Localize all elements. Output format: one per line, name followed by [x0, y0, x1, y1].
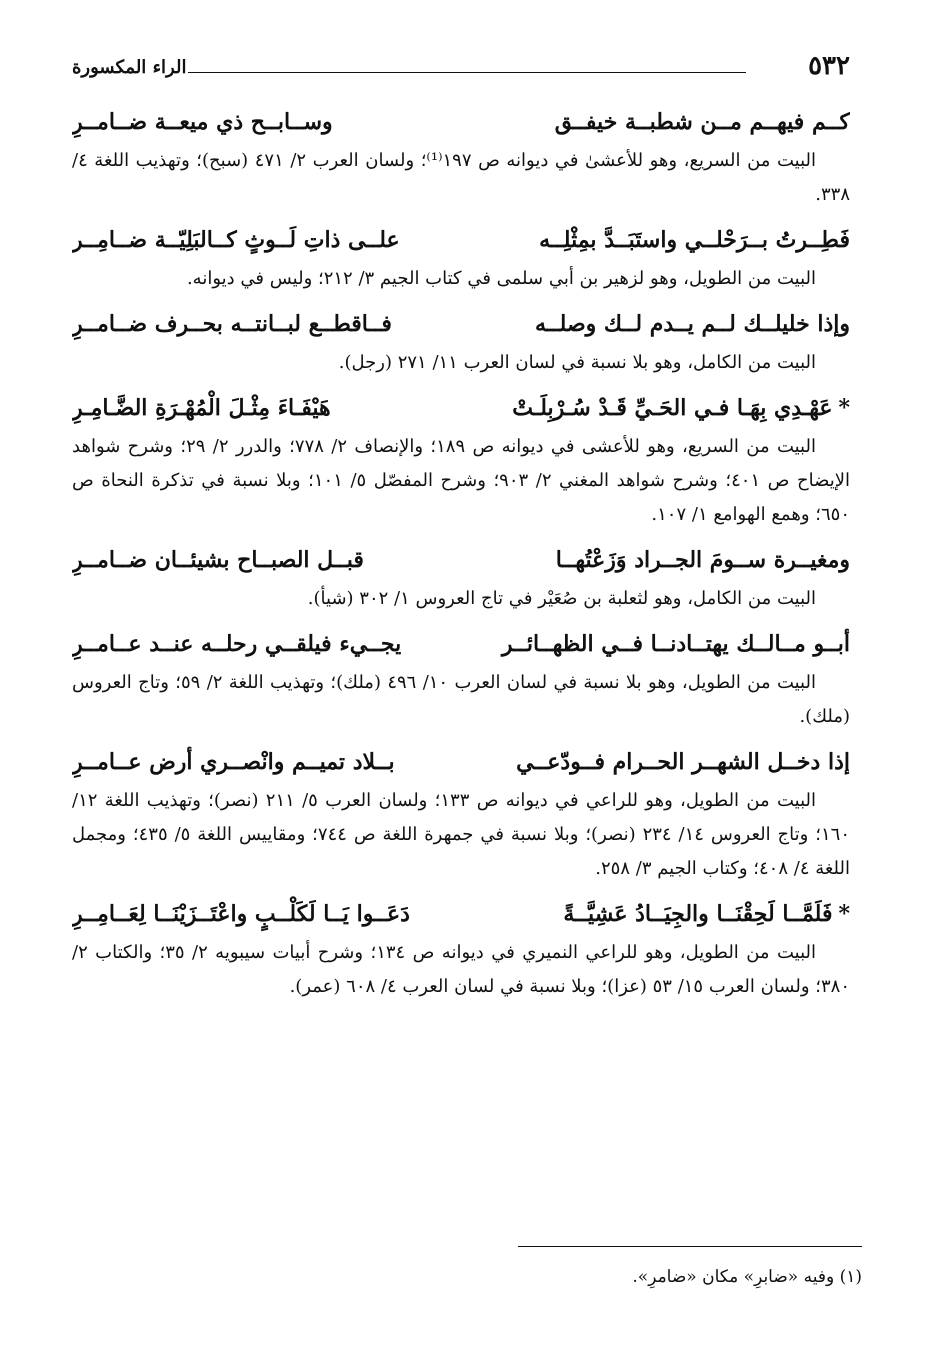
- verse-line: [72, 892, 850, 936]
- second-hemistich: هَيْفَـاءَ مِثْـلَ الْمُهْـرَةِ الضَّـامِـرِ: [72, 395, 331, 421]
- first-hemistich: وإذا خليلــك لــم يــدم لــك وصلــه: [534, 311, 850, 337]
- verse-note: البيت من الطويل، وهو للراعي النميري في ديوانه ص ١٣٤؛ وشرح أبيات سيبويه ٢/ ٣٥؛ والكتاب ٢/ ٣٨٠؛ ولسان العرب ١٥/ ٥٣ (عزا)؛ وبلا نسبة في لسان العرب ٤/ ٦٠٨ (عمر).: [72, 942, 850, 997]
- verse-entry: [72, 218, 850, 296]
- second-hemistich: فــاقطــع لبــانتــه بحــرف ضــامــرِ: [72, 311, 392, 337]
- verse-entry: [72, 100, 850, 212]
- verse-entry: [72, 302, 850, 380]
- verse-note: البيت من الطويل، وهو للراعي في ديوانه ص ١٣٣؛ ولسان العرب ٥/ ٢١١ (نصر)؛ وتهذيب اللغة ١٢/ ١٦٠؛ وتاج العروس ١٤/ ٢٣٤ (نصر)؛ وبلا نسبة في جمهرة اللغة ص ٧٤٤؛ ومقاييس اللغة ٥/ ٤٣٥؛ ومجمل اللغة ٤/ ٤٠٨؛ وكتاب الجيم ٣/ ٢٥٨.: [72, 790, 851, 879]
- page-number: ٥٣٢: [808, 51, 850, 81]
- first-hemistich: فَطِــرتُ بــرَحْلــي واستَبَــدَّ بمِثْلِــه: [539, 227, 850, 253]
- star-marker: *: [838, 395, 850, 421]
- verse-entry: [72, 740, 850, 886]
- verse-line: [72, 538, 850, 582]
- verse-note: البيت من الكامل، وهو لثعلبة بن صُعَيْر في تاج العروس ١/ ٣٠٢ (شيأ).: [307, 588, 816, 609]
- verse-line: [72, 386, 850, 430]
- verse-entry: [72, 386, 850, 532]
- header-rule: [188, 72, 746, 73]
- second-hemistich: علــى ذاتِ لَــوثٍ كــالبَلِيّــة ضــامِــر: [72, 227, 400, 253]
- second-hemistich: وســابــح ذي ميعــة ضــامــرِ: [72, 109, 333, 135]
- first-hemistich: ومغيــرة ســومَ الجــراد وَزَعْتُهــا: [555, 547, 850, 573]
- verse-entry: [72, 538, 850, 616]
- first-hemistich: [563, 892, 850, 936]
- second-hemistich: قبــل الصبــاح بشيئــان ضــامــرِ: [72, 547, 364, 573]
- verse-line: [72, 740, 850, 784]
- second-hemistich: بــلاد تميــم وانْصــري أرض عــامــرِ: [72, 749, 395, 775]
- verse-entry: [72, 622, 850, 734]
- verse-entry: [72, 892, 850, 1004]
- verse-line: [72, 622, 850, 666]
- first-hemistich-text: فَلَمَّــا لَحِقْنَــا والجِيَــادُ عَشِيَّــةً: [563, 901, 833, 927]
- first-hemistich: أبــو مــالــك يهتــادنــا فــي الظهــائــر: [501, 631, 850, 657]
- star-marker: *: [838, 901, 850, 927]
- running-head: الراء المكسورة: [72, 57, 187, 78]
- verse-note: البيت من الكامل، وهو بلا نسبة في لسان العرب ١١/ ٢٧١ (رجل).: [338, 352, 816, 373]
- footnote: (١) وفيه «ضابرِ» مكان «ضامرِ».: [632, 1267, 862, 1287]
- second-hemistich: دَعَــوا يَــا لَكَلْــبٍ واعْتَــزَيْنَــا لِعَــامِــرِ: [72, 901, 410, 927]
- first-hemistich-text: عَهْـدِي بِهَـا فـي الحَـيِّ قَـدْ سُـرْبِلَـتْ: [512, 395, 833, 421]
- verse-line: [72, 218, 850, 262]
- verse-line: [72, 100, 850, 144]
- verse-line: [72, 302, 850, 346]
- verse-note: البيت من السريع، وهو للأعشىٰ في ديوانه ص ١٩٧⁽¹⁾؛ ولسان العرب ٢/ ٤٧١ (سبح)؛ وتهذيب اللغة ٤/ ٣٣٨.: [72, 150, 850, 205]
- verse-note: البيت من الطويل، وهو بلا نسبة في لسان العرب ١٠/ ٤٩٦ (ملك)؛ وتهذيب اللغة ٢/ ٥٩؛ وتاج العروس (ملك).: [72, 672, 850, 727]
- page-header: [72, 50, 850, 86]
- first-hemistich: [512, 386, 850, 430]
- first-hemistich: إذا دخــل الشهــر الحــرام فــودّعــي: [516, 749, 850, 775]
- page-content: [72, 100, 850, 1010]
- verse-note: البيت من السريع، وهو للأعشى في ديوانه ص ١٨٩؛ والإنصاف ٢/ ٧٧٨؛ والدرر ٢/ ٢٩؛ وشرح شواهد الإيضاح ص ٤٠١؛ وشرح شواهد المغني ٢/ ٩٠٣؛ وشرح المفصّل ٥/ ١٠١؛ وبلا نسبة في تذكرة النحاة ص ٦٥٠؛ وهمع الهوامع ١/ ١٠٧.: [72, 436, 850, 525]
- first-hemistich: كــم فيهــم مــن شطبــة خيفــق: [554, 109, 850, 135]
- verse-note: البيت من الطويل، وهو لزهير بن أبي سلمى في كتاب الجيم ٣/ ٢١٢؛ وليس في ديوانه.: [186, 268, 816, 289]
- second-hemistich: يجــيء فيلقــي رحلــه عنــد عــامــرِ: [72, 631, 402, 657]
- footnote-rule: [518, 1246, 862, 1247]
